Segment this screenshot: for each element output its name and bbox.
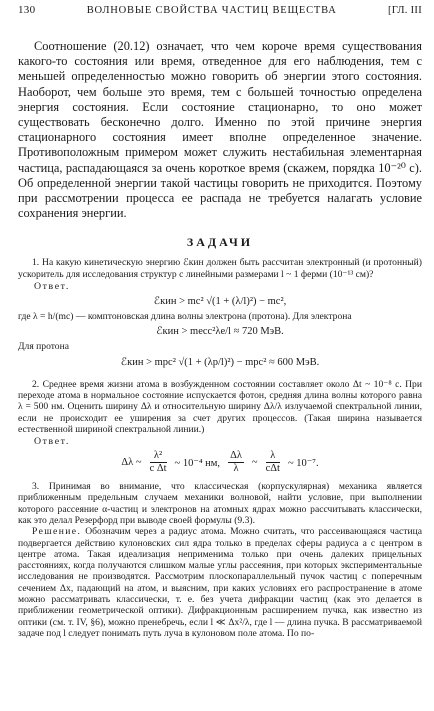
formula-part: ~ bbox=[251, 457, 258, 469]
problem-1-where: где λ = h/(mc) — комптоновская длина волны электрона (протона). Для электрона bbox=[18, 311, 352, 323]
fraction-numerator: Δλ bbox=[230, 450, 242, 462]
section-title: ЗАДАЧИ bbox=[186, 235, 254, 250]
problem-1-formula-proton: ℰкин > mpc² √(1 + (λp/l)²) − mpc² ≈ 600 МэВ. bbox=[120, 356, 320, 368]
problem-3-solution bbox=[18, 526, 422, 639]
fraction-numerator: λ² bbox=[150, 450, 167, 463]
formula-part: ~ 10⁻⁷. bbox=[287, 457, 319, 469]
fraction-numerator: λ bbox=[266, 450, 280, 463]
problem-1-for-proton: Для протона bbox=[18, 341, 69, 353]
fraction bbox=[228, 450, 244, 475]
problem-1-text: 1. На какую кинетическую энергию ℰкин должен быть рассчитан электронный (и протонный) ускоритель для исследования структур с линейными размерами l ~ 1 ферми (10⁻¹³ см)? bbox=[18, 257, 422, 280]
page-header bbox=[18, 4, 422, 20]
problem-2-formula bbox=[18, 450, 422, 475]
problem-3-text: 3. Принимая во внимание, что классическая (корпускулярная) механика является приближенным предельным случаем механики волновой, найти условие, при выполнении которого рассеяние α-частиц и электронов на атомных ядрах можно рассчитывать классически, как это делал Резерфорд при выводе своей формулы (9.3). bbox=[18, 481, 422, 526]
running-title: ВОЛНОВЫЕ СВОЙСТВА ЧАСТИЦ ВЕЩЕСТВА bbox=[86, 5, 337, 16]
fraction bbox=[150, 450, 167, 475]
solution-text: Обозначим через a радиус атома. Можно считать, что рассеивающаяся частица подвергается действию кулоновских сил ядра только в пределах сферы радиуса a с центром в центре атома. Такая идеализация неприменима только при очень далеких прицельных расстояниях, когда получаются слишком малые углы рассеяния, при которых экспериментальные исследования не производятся. Рассмотрим плоскопараллельный пучок частиц с поперечным сечением Δx, падающий на атом, и выясним, при каких условиях его распространение в атоме можно рассматривать классически, т. е. без учета дифракции частиц (как это делается в приближении геометрической оптики). Дифракционным расширением пучка, как известно из оптики (см. т. IV, §6), можно пренебречь, если l ≪ Δx²/λ, где l — длина пучка. В рассматриваемой задаче под l следует понимать путь луча в кулоновом поле атома. По по- bbox=[18, 526, 422, 639]
solution-label: Решение. bbox=[32, 526, 82, 538]
formula-part: Δλ ~ bbox=[121, 457, 142, 469]
page-number: 130 bbox=[18, 4, 36, 16]
problem-2-answer-label: Ответ. bbox=[34, 436, 70, 448]
problem-1-answer-label: Ответ. bbox=[34, 281, 70, 293]
fraction-denominator: c Δt bbox=[149, 463, 167, 475]
problem-2-text: 2. Среднее время жизни атома в возбужденном состоянии составляет около Δt ~ 10⁻⁸ с. При переходе атома в нормальное состояние испускается фотон, средняя длина волны которого равна λ = 500 нм. Оценить ширину Δλ и относительную ширину Δλ/λ излучаемой спектральной линии, если не происходит ее уширения за счет других процессов. (Такая ширина называется естественной шириной спектральной линии.) bbox=[18, 378, 422, 435]
chapter-label: [ГЛ. III bbox=[387, 5, 422, 16]
formula-part: ~ 10⁻⁴ нм, bbox=[174, 457, 221, 469]
fraction bbox=[266, 450, 280, 475]
fraction-denominator: λ bbox=[233, 463, 239, 475]
problem-1-formula: ℰкин > mc² √(1 + (λ/l)²) − mc², bbox=[153, 296, 287, 308]
problem-1-formula-electron: ℰкин > meсc²λe/l ≈ 720 МэВ. bbox=[156, 326, 284, 338]
fraction-denominator: cΔt bbox=[265, 463, 280, 475]
body-paragraph: Соотношение (20.12) означает, что чем короче время существования какого-то состояния или время, отведенное для его наблюдения, тем с меньшей определенностью можно говорить об энергии этого состояния. Наоборот, чем больше это время, тем с большей точностью определена энергия состояния. Если состояние стационарно, то оно может существовать бесконечно долго. Именно по этой причине энергия стационарного состояния имеет вполне определенное значение. Противоположным примером может служить нестабильная элементарная частица, распадающаяся за очень короткое время (скажем, порядка 10⁻²⁰ с). Об определенной энергии такой частицы говорить не приходится. Поэтому при рассмотрении процесса ее распада не требуется налагать условие сохранения энергии. bbox=[18, 39, 422, 221]
